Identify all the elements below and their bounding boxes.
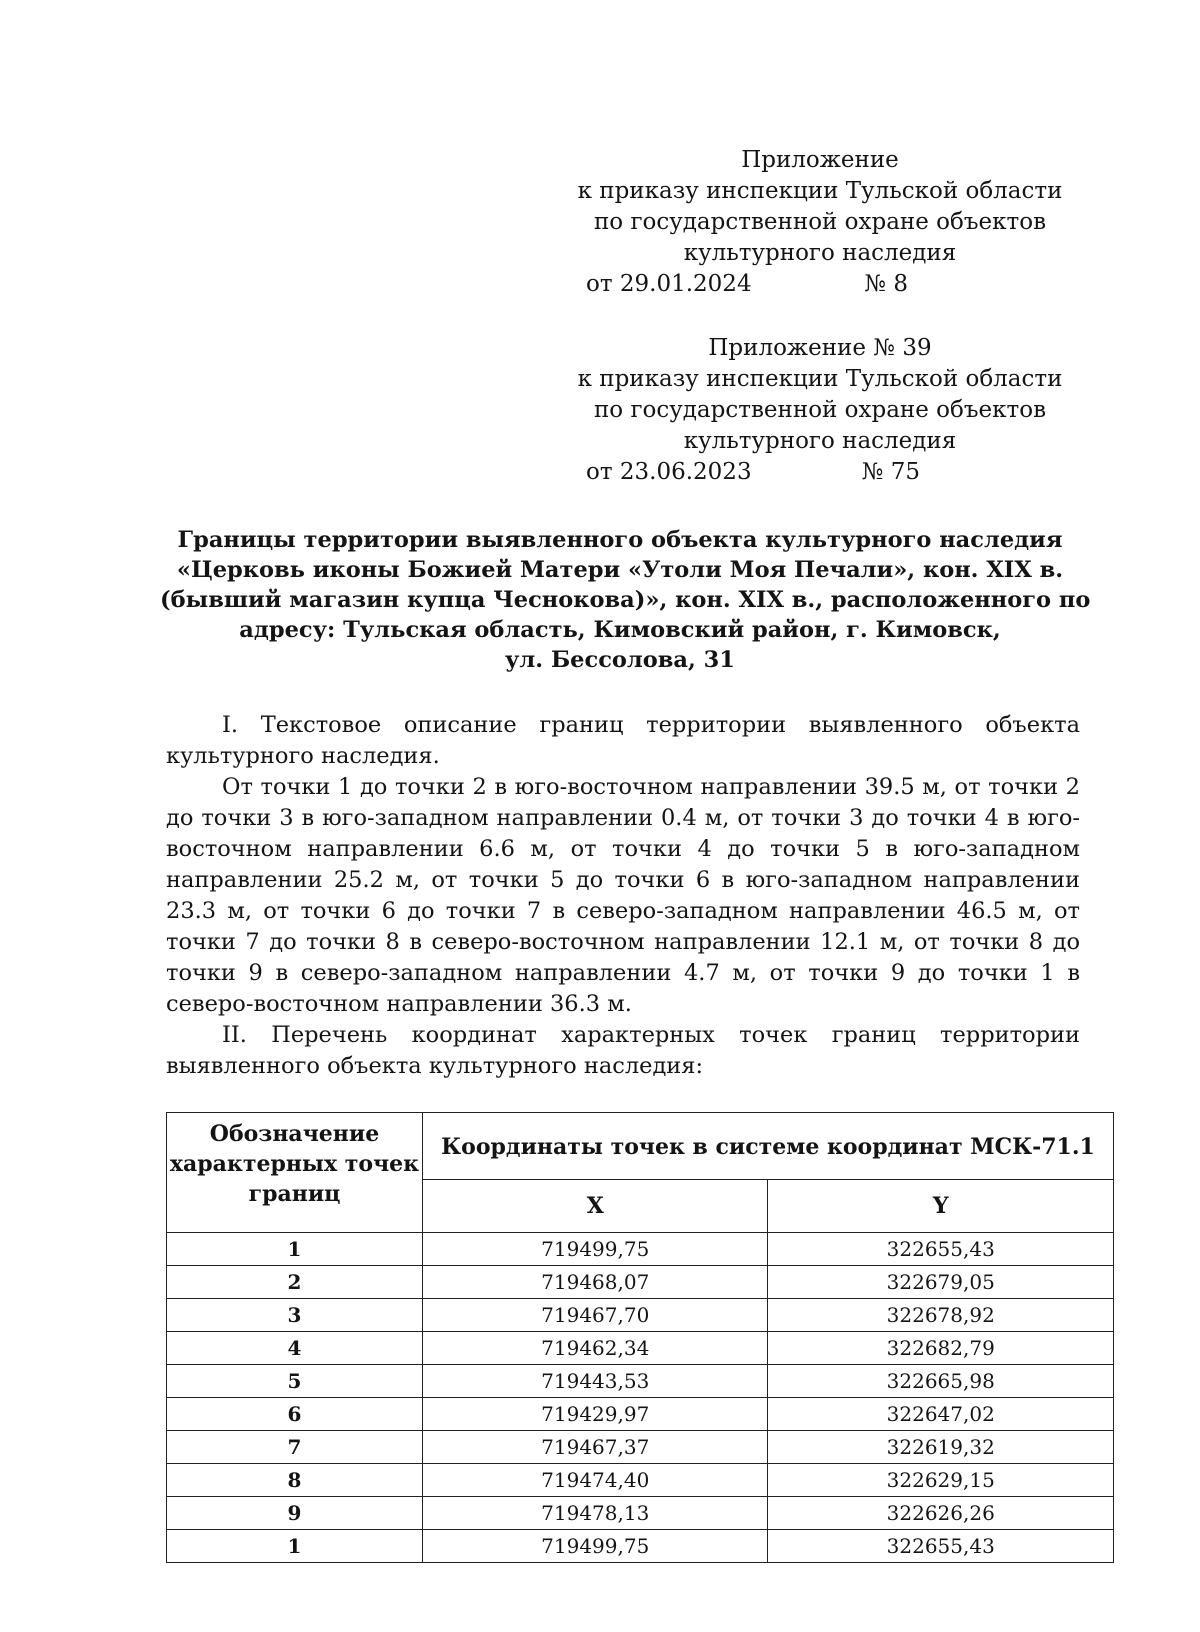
y-cell: 322626,26 — [768, 1497, 1114, 1530]
appendix-number: № 8 — [864, 271, 908, 297]
table-row — [167, 1530, 1114, 1563]
x-cell: 719468,07 — [423, 1266, 768, 1299]
table-row — [167, 1332, 1114, 1365]
point-cell: 3 — [167, 1299, 423, 1332]
appendix-order-line: по государственной охране объектов — [593, 397, 1047, 423]
y-cell: 322682,79 — [768, 1332, 1114, 1365]
table-row — [167, 1398, 1114, 1431]
title-line: «Церковь иконы Божией Матери «Утоли Моя Печали», кон. XIX в. — [176, 557, 1064, 583]
appendix-number: № 75 — [861, 459, 920, 485]
appendix-order-line: культурного наследия — [683, 240, 957, 266]
table-row — [167, 1266, 1114, 1299]
y-cell: 322655,43 — [768, 1530, 1114, 1563]
appendix-date-line — [560, 457, 1080, 488]
y-cell: 322655,43 — [768, 1233, 1114, 1266]
title-line: Границы территории выявленного объекта культурного наследия — [177, 527, 1063, 553]
appendix-order-line: культурного наследия — [683, 428, 957, 454]
point-cell: 8 — [167, 1464, 423, 1497]
appendix-date: от 29.01.2024 — [586, 271, 752, 297]
x-cell: 719443,53 — [423, 1365, 768, 1398]
appendix-order-line: по государственной охране объектов — [593, 209, 1047, 235]
document-body — [166, 710, 1080, 1082]
appendix-order-line: к приказу инспекции Тульской области — [577, 366, 1063, 392]
section-1-heading: I. Текстовое описание границ территории выявленного объекта культурного наследия. — [166, 712, 1080, 769]
point-cell: 9 — [167, 1497, 423, 1530]
title-line: адресу: Тульская область, Кимовский район, г. Кимовск, — [239, 617, 1001, 643]
y-cell: 322619,32 — [768, 1431, 1114, 1464]
x-cell: 719467,70 — [423, 1299, 768, 1332]
title-line: (бывший магазин купца Чеснокова)», кон. XIX в., расположенного по — [160, 587, 1091, 613]
x-cell: 719429,97 — [423, 1398, 768, 1431]
appendix-order-line: к приказу инспекции Тульской области — [577, 178, 1063, 204]
point-cell: 6 — [167, 1398, 423, 1431]
table-row — [167, 1233, 1114, 1266]
header-point-label: Обозначение характерных точек границ — [167, 1113, 423, 1233]
x-cell: 719462,34 — [423, 1332, 768, 1365]
point-cell: 2 — [167, 1266, 423, 1299]
y-cell: 322665,98 — [768, 1365, 1114, 1398]
point-cell: 4 — [167, 1332, 423, 1365]
point-cell: 7 — [167, 1431, 423, 1464]
header-coordinate-system: Координаты точек в системе координат МСК-71.1 — [423, 1113, 1114, 1180]
table-row — [167, 1299, 1114, 1332]
table-row — [167, 1497, 1114, 1530]
header-y: Y — [768, 1180, 1114, 1233]
point-cell: 5 — [167, 1365, 423, 1398]
y-cell: 322679,05 — [768, 1266, 1114, 1299]
point-cell: 1 — [167, 1233, 423, 1266]
x-cell: 719499,75 — [423, 1530, 768, 1563]
section-2-heading: II. Перечень координат характерных точек границ территории выявленного объекта культурного наследия: — [166, 1022, 1080, 1079]
table-row — [167, 1431, 1114, 1464]
x-cell: 719499,75 — [423, 1233, 768, 1266]
appendix-date: от 23.06.2023 — [586, 459, 752, 485]
x-cell: 719478,13 — [423, 1497, 768, 1530]
table-header-row — [167, 1113, 1114, 1180]
appendix-date-line — [560, 269, 1080, 300]
y-cell: 322647,02 — [768, 1398, 1114, 1431]
table-row — [167, 1365, 1114, 1398]
appendix-title: Приложение № 39 — [708, 335, 932, 361]
appendix-title: Приложение — [741, 147, 899, 173]
table-row — [167, 1464, 1114, 1497]
title-line: ул. Бессолова, 31 — [505, 647, 735, 673]
point-cell: 1 — [167, 1530, 423, 1563]
y-cell: 322678,92 — [768, 1299, 1114, 1332]
y-cell: 322629,15 — [768, 1464, 1114, 1497]
document-title — [160, 525, 1091, 675]
x-cell: 719474,40 — [423, 1464, 768, 1497]
section-1-text: От точки 1 до точки 2 в юго-восточном направлении 39.5 м, от точки 2 до точки 3 в юго-западном направлении 0.4 м, от точки 3 до точки 4 в юго-восточном направлении 6.6 м, от точки 4 до точки 5 в юго-западном направлении 25.2 м, от точки 5 до точки 6 в юго-западном направлении 23.3 м, от точки 6 до точки 7 в северо-западном направлении 46.5 м, от точки 7 до точки 8 в северо-восточном направлении 12.1 м, от точки 8 до точки 9 в северо-западном направлении 4.7 м, от точки 9 до точки 1 в северо-восточном направлении 36.3 м. — [166, 774, 1080, 1017]
x-cell: 719467,37 — [423, 1431, 768, 1464]
header-x: X — [423, 1180, 768, 1233]
appendix-header-current — [560, 145, 1080, 300]
coordinates-table — [166, 1112, 1114, 1563]
appendix-header-previous — [560, 333, 1080, 488]
